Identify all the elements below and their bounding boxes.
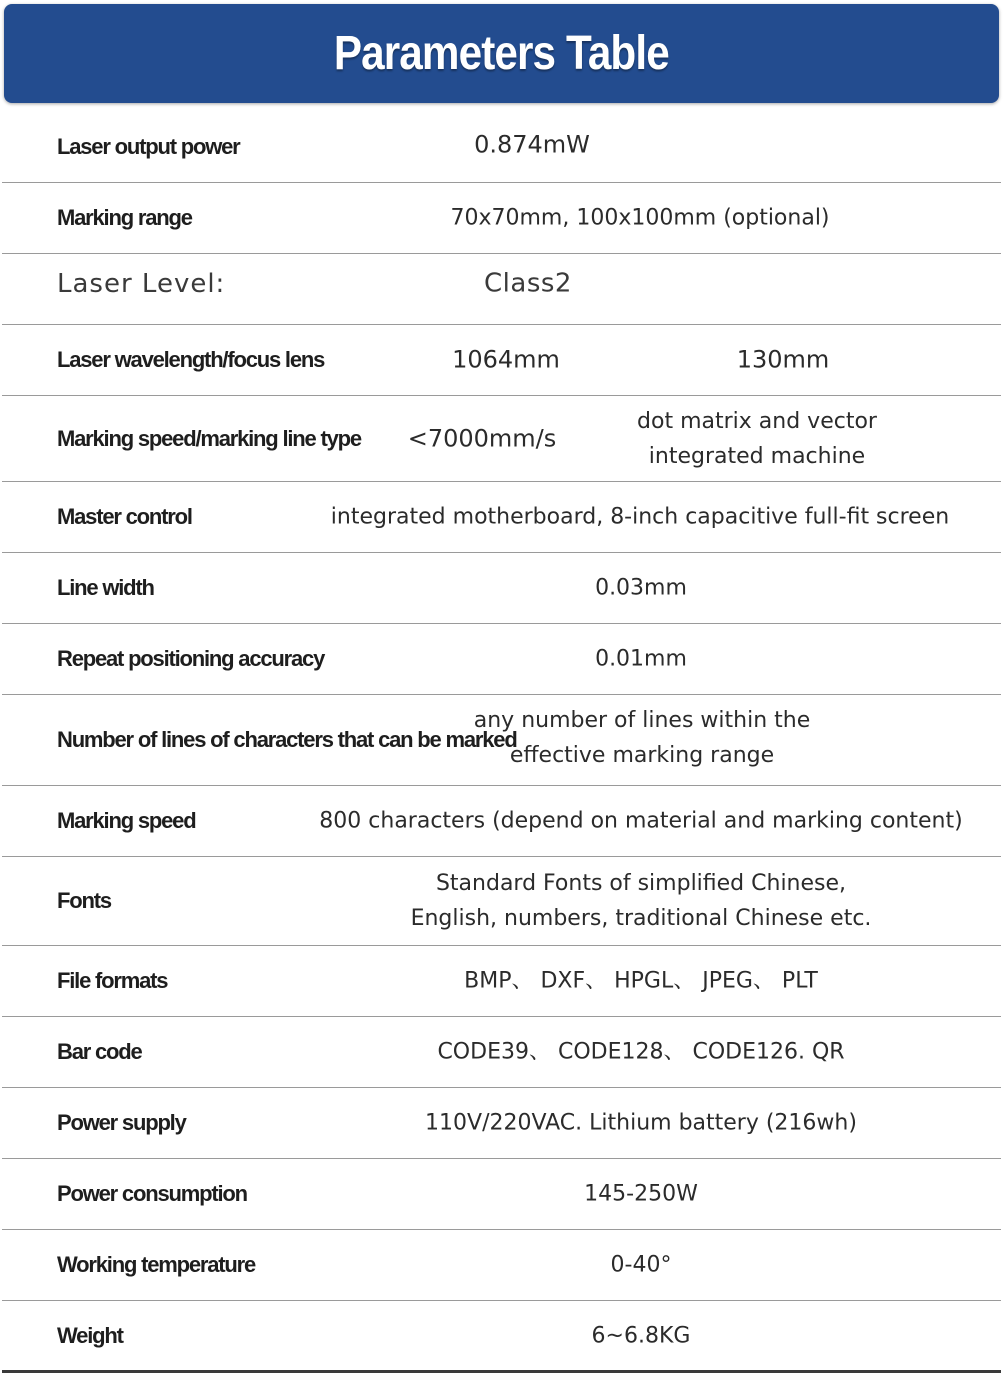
row-value: 1064mm — [452, 345, 560, 374]
row-value: <7000mm/s — [407, 424, 557, 452]
row-label: Repeat positioning accuracy — [57, 646, 325, 671]
table-row-laser-wavelength — [2, 325, 1001, 396]
row-value: 0.874mW — [474, 130, 590, 159]
row-label: File formats — [57, 968, 168, 993]
table-row-line-width — [2, 553, 1001, 624]
title-banner — [4, 4, 999, 103]
row-value-line: dot matrix and vector — [637, 408, 877, 434]
table-row-marking-speed — [2, 786, 1001, 857]
row-label: Power supply — [57, 1110, 186, 1135]
row-value: CODE39、 CODE128、 CODE126. QR — [437, 1039, 845, 1065]
table-row-laser-level — [2, 254, 1001, 325]
row-value — [474, 703, 810, 773]
row-label: Weight — [57, 1322, 123, 1348]
row-label: Marking speed — [57, 808, 196, 833]
row-value-line: any number of lines within the — [473, 708, 811, 733]
table-row-power-supply — [2, 1088, 1001, 1159]
table-row-repeat-positioning — [2, 624, 1001, 695]
row-value-secondary: 130mm — [736, 345, 830, 374]
row-value: 6~6.8KG — [591, 1323, 691, 1348]
row-value: 110V/220VAC. Lithium battery (216wh) — [425, 1110, 857, 1136]
row-value-secondary — [637, 404, 877, 474]
row-value: Class2 — [484, 268, 572, 299]
table-row-working-temperature — [2, 1230, 1001, 1301]
row-label: Bar code — [57, 1039, 142, 1064]
row-label: Working temperature — [57, 1252, 256, 1277]
row-value: 70x70mm, 100x100mm (optional) — [450, 205, 830, 231]
table-row-laser-output-power — [2, 112, 1001, 183]
table-row-file-formats — [2, 946, 1001, 1017]
row-label: Power consumption — [57, 1181, 247, 1206]
row-label: Line width — [57, 575, 154, 600]
row-label: Fonts — [57, 888, 111, 913]
table-row-master-control — [2, 482, 1001, 553]
row-value: 800 characters (depend on material and marking content) — [319, 808, 963, 834]
row-value: integrated motherboard, 8-inch capacitive full-fit screen — [330, 504, 950, 530]
table-row-power-consumption — [2, 1159, 1001, 1230]
row-value: 0.01mm — [595, 646, 687, 672]
row-label: Number of lines of characters that can be marked — [57, 727, 517, 752]
row-value: 0-40° — [610, 1252, 672, 1278]
row-value-line: effective marking range — [509, 743, 775, 768]
table-row-marking-range — [2, 183, 1001, 254]
row-label: Laser wavelength/focus lens — [57, 347, 325, 372]
table-row-number-of-lines — [2, 695, 1001, 786]
row-label: Laser Level: — [57, 269, 226, 299]
table-row-fonts — [2, 857, 1001, 946]
row-value: 145-250W — [584, 1181, 698, 1207]
row-value-line: integrated machine — [648, 443, 866, 469]
page-title: Parameters Table — [334, 27, 669, 80]
table-row-marking-speed-line-type — [2, 396, 1001, 482]
row-value: 0.03mm — [595, 575, 687, 601]
row-label: Master control — [57, 504, 192, 529]
row-value: BMP、 DXF、 HPGL、 JPEG、 PLT — [464, 968, 818, 994]
row-value-line: Standard Fonts of simplified Chinese, — [435, 871, 847, 896]
row-value — [411, 866, 872, 936]
row-label: Laser output power — [57, 134, 240, 159]
row-label: Marking range — [57, 205, 192, 230]
table-row-bar-code — [2, 1017, 1001, 1088]
parameters-table — [2, 112, 1001, 1373]
row-label: Marking speed/marking line type — [57, 425, 361, 451]
row-value-line: English, numbers, traditional Chinese etc. — [410, 906, 872, 931]
table-row-weight — [2, 1301, 1001, 1373]
